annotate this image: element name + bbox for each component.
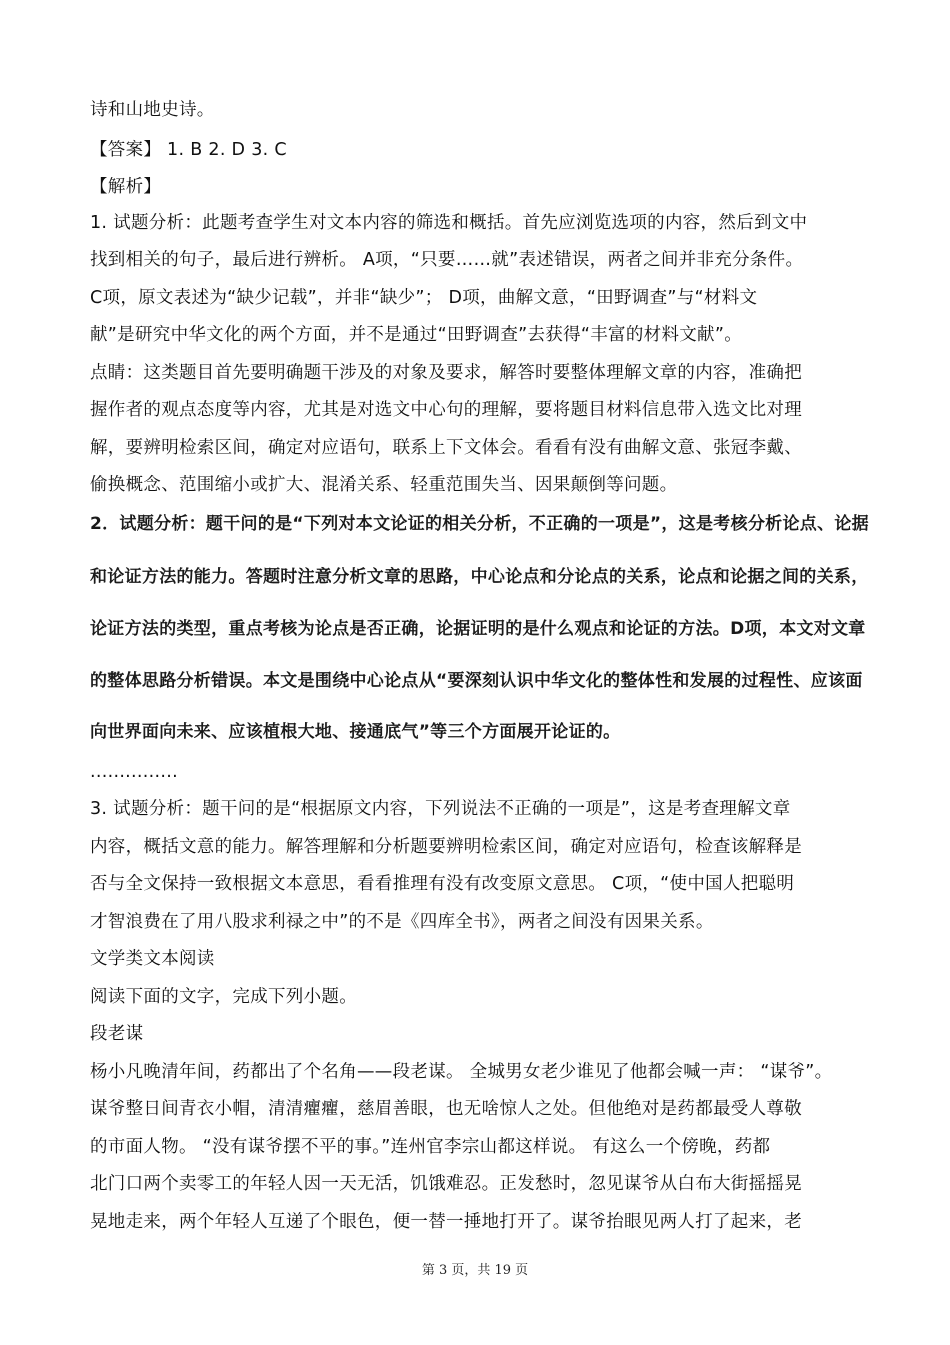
- text-line: 谋爷整日间青衣小帽，清清癯癯，慈眉善眼，也无啥惊人之处。但他绝对是药都最受人尊敬: [90, 1099, 802, 1119]
- page-footer: 第 3 页，共 19 页: [421, 1263, 529, 1278]
- text-line: 和论证方法的能力。答题时注意分析文章的思路，中心论点和分论点的关系，论点和论据之间的关系，: [90, 567, 869, 587]
- analysis-heading: 【解析】: [90, 177, 162, 197]
- text-line: 晃地走来，两个年轻人互递了个眼色，便一替一捶地打开了。谋爷抬眼见两人打了起来，老: [90, 1212, 802, 1232]
- text-line: 解，要辨明检索区间，确定对应语句，联系上下文体会。看看有没有曲解文意、张冠李戴、: [90, 438, 802, 458]
- text-line: 论证方法的类型，重点考核为论点是否正确，论据证明的是什么观点和论证的方法。D项，本文对文章: [90, 619, 866, 639]
- text-line: 的市面人物。 “没有谋爷摆不平的事。”连州官李宗山都这样说。 有这么一个傍晚，药都: [90, 1137, 771, 1157]
- text-line: 3. 试题分析：题干问的是“根据原文内容，下列说法不正确的一项是”，这是考查理解文章: [90, 799, 791, 819]
- text-line: 阅读下面的文字，完成下列小题。: [90, 987, 357, 1007]
- text-line: 向世界面向未来、应该植根大地、接通底气”等三个方面展开论证的。: [90, 722, 621, 742]
- text-line: 1. 试题分析：此题考查学生对文本内容的筛选和概括。首先应浏览选项的内容，然后到文中: [90, 213, 808, 233]
- text-line: 献”是研究中华文化的两个方面，并不是通过“田野调查”去获得“丰富的材料文献”。: [90, 325, 743, 345]
- text-line: 偷换概念、范围缩小或扩大、混淆关系、轻重范围失当、因果颠倒等问题。: [90, 475, 678, 495]
- text-line: 才智浪费在了用八股求利禄之中”的不是《四库全书》，两者之间没有因果关系。: [90, 912, 714, 932]
- text-line: 找到相关的句子，最后进行辨析。 A项，“只要……就”表述错误，两者之间并非充分条件。: [90, 250, 804, 270]
- text-line: 内容，概括文意的能力。解答理解和分析题要辨明检索区间，确定对应语句，检查该解释是: [90, 837, 802, 857]
- text-line: 杨小凡晚清年间，药都出了个名角——段老谋。 全城男女老少谁见了他都会喊一声： “谋爷”。: [90, 1062, 833, 1082]
- section-heading: 文学类文本阅读: [90, 949, 215, 969]
- text-line: 点睛：这类题目首先要明确题干涉及的对象及要求，解答时要整体理解文章的内容，准确把: [90, 363, 802, 383]
- story-title: 段老谋: [90, 1024, 144, 1044]
- text-line: C项，原文表述为“缺少记载”，并非“缺少”； D项，曲解文意，“田野调查”与“材料文: [90, 288, 758, 308]
- text-line: 握作者的观点态度等内容，尤其是对选文中心句的理解，要将题目材料信息带入选文比对理: [90, 400, 802, 420]
- ellipsis-line: ...............: [90, 762, 178, 782]
- text-line: 北门口两个卖零工的年轻人因一天无活，饥饿难忍。正发愁时，忽见谋爷从白布大街摇摇晃: [90, 1174, 802, 1194]
- text-line: 的整体思路分析错误。本文是围绕中心论点从“要深刻认识中华文化的整体性和发展的过程性、应该面: [90, 671, 863, 691]
- text-line: 诗和山地史诗。: [90, 100, 215, 120]
- answer-line: 【答案】 1. B 2. D 3. C: [90, 140, 287, 160]
- text-line: 2．试题分析：题干问的是“下列对本文论证的相关分析，不正确的一项是”，这是考核分析论点、论据: [90, 514, 869, 534]
- text-line: 否与全文保持一致根据文本意思，看看推理有没有改变原文意思。 C项，“使中国人把聪明: [90, 874, 795, 894]
